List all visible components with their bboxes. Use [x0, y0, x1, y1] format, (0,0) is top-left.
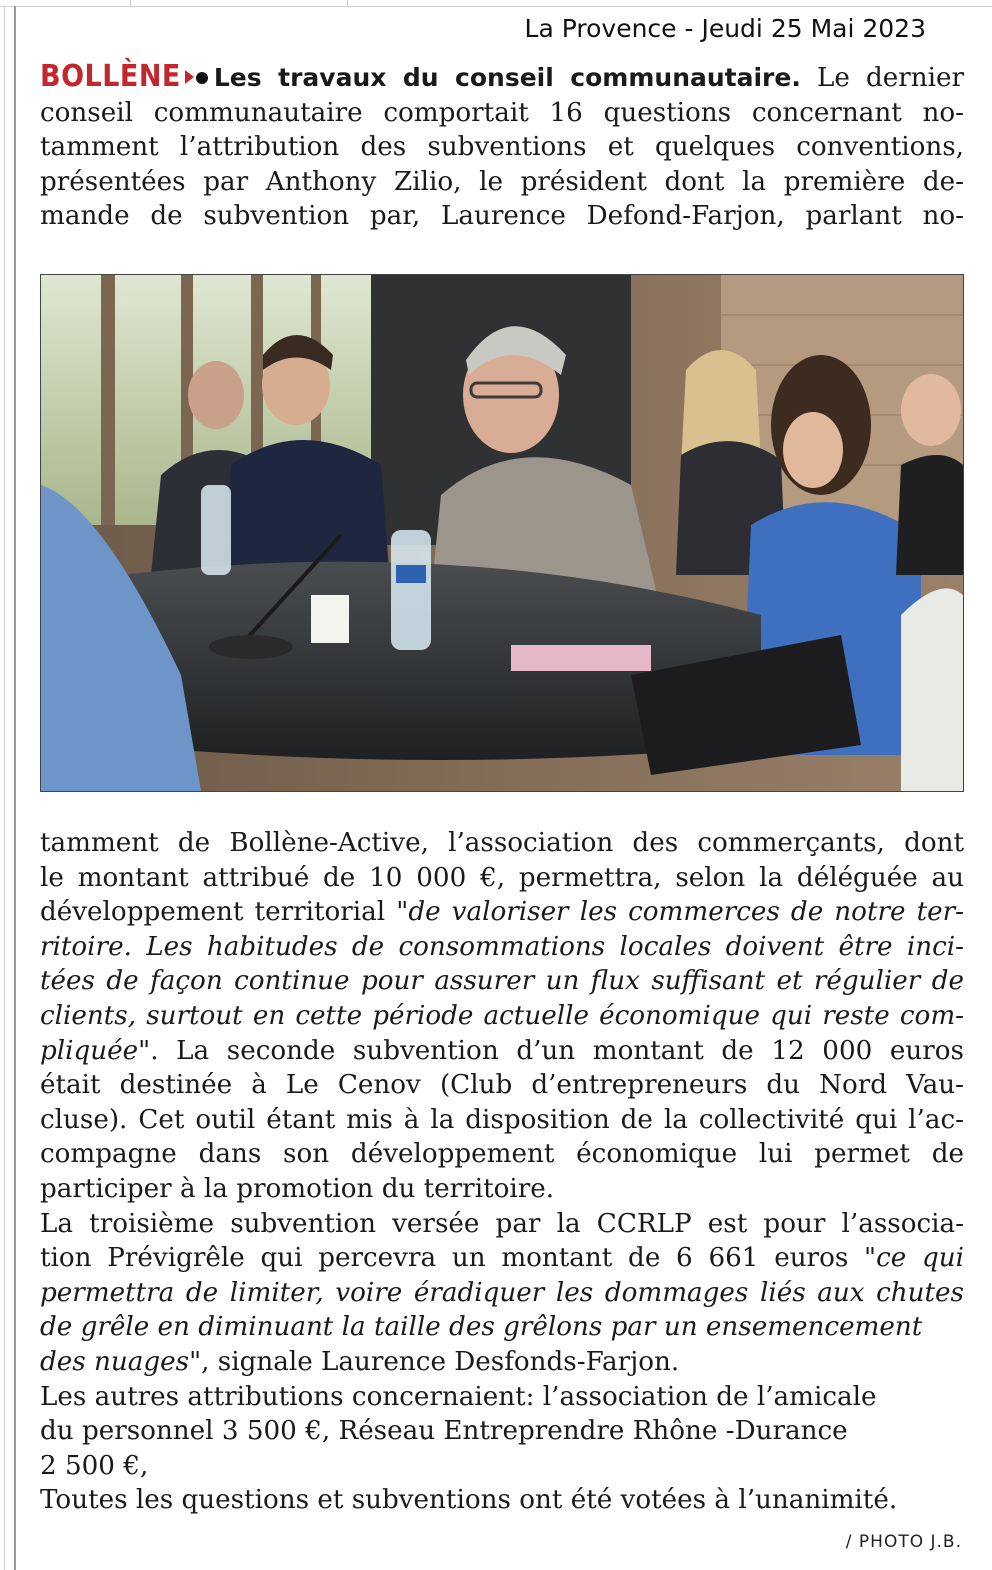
article-body [40, 826, 964, 1518]
lead-line-4: présentées par Anthony Zilio, le président dont la première de- [40, 166, 964, 197]
body-line-19: 2 500 €, [40, 1450, 149, 1481]
quote-text: pliquée" [40, 1035, 151, 1066]
headline: Les travaux du conseil communautaire. [213, 63, 801, 92]
body-line-10: compagne dans son développement économique lui permet de [40, 1139, 964, 1170]
body-line-3 [40, 895, 964, 930]
body-line-9: cluse). Cet outil étant mis à la disposition de la collectivité qui l’ac- [40, 1104, 964, 1135]
dateline: BOLLÈNE [40, 59, 181, 94]
council-meeting-photo [40, 274, 964, 792]
dateline-arrow-icon [185, 70, 194, 84]
body-line-8: était destinée à Le Cenov (Club d’entrepreneurs du Nord Vau- [40, 1070, 964, 1101]
quote-text: ce qui [876, 1243, 964, 1274]
lead-text-1: Le dernier [816, 63, 965, 93]
bullet-icon [196, 72, 208, 84]
body-line-17: Les autres attributions concernaient: l’association de l’amicale [40, 1381, 877, 1412]
body-line-12: La troisième subvention versée par la CCRLP est pour l’associa- [40, 1208, 964, 1239]
quote-text: de valoriser les commerces de notre ter- [408, 897, 964, 928]
body-line-16 [40, 1345, 964, 1380]
body-line-20: Toutes les questions et subventions ont été votées à l’unanimité. [40, 1485, 898, 1516]
body-text: développement territorial " [40, 897, 409, 928]
lead-line-2: conseil communautaire comportait 16 questions concernant no- [40, 97, 964, 128]
source-line: La Provence - Jeudi 25 Mai 2023 [524, 14, 926, 43]
body-text: tion Prévigrêle qui percevra un montant de 6 661 euros " [40, 1243, 877, 1274]
body-line-1: tamment de Bollène-Active, l’association des commerçants, dont [40, 828, 964, 858]
page-top-rule [0, 0, 992, 7]
body-line-11: participer à la promotion du territoire. [40, 1173, 555, 1204]
page-left-rule [0, 6, 16, 1570]
body-line-18: du personnel 3 500 €, Réseau Entreprendre Rhône -Durance [40, 1416, 848, 1447]
body-line-15: de grêle en diminuant la taille des grêlons par un ensemencement [40, 1312, 923, 1343]
body-line-4: ritoire. Les habitudes de consommations locales doivent être inci- [40, 931, 964, 962]
body-text: . La seconde subvention d’un montant de 12 000 euros [150, 1035, 964, 1066]
body-text: , signale Laurence Desfonds-Farjon. [201, 1346, 680, 1377]
page-left-rule-inner [4, 6, 5, 1570]
photo-illustration [41, 275, 963, 791]
body-line-7 [40, 1034, 964, 1069]
body-line-5: tées de façon continue pour assurer un flux suffisant et régulier de [40, 966, 964, 997]
photo-credit: / PHOTO J.B. [845, 1532, 962, 1552]
quote-text: des nuages" [40, 1346, 202, 1377]
body-line-13 [40, 1241, 964, 1276]
article-lead [40, 60, 964, 234]
lead-line-3: tamment l’attribution des subventions et quelques conventions, [40, 132, 964, 163]
body-line-2: le montant attribué de 10 000 €, permettra, selon la déléguée au [40, 862, 964, 893]
body-line-6: clients, surtout en cette période actuelle économique qui reste com- [40, 1000, 964, 1031]
lead-line-1 [40, 60, 964, 96]
body-line-14: permettra de limiter, voire éradiquer les dommages liés aux chutes [40, 1277, 964, 1308]
lead-line-5: mande de subvention par, Laurence Defond-Farjon, parlant no- [40, 201, 964, 232]
